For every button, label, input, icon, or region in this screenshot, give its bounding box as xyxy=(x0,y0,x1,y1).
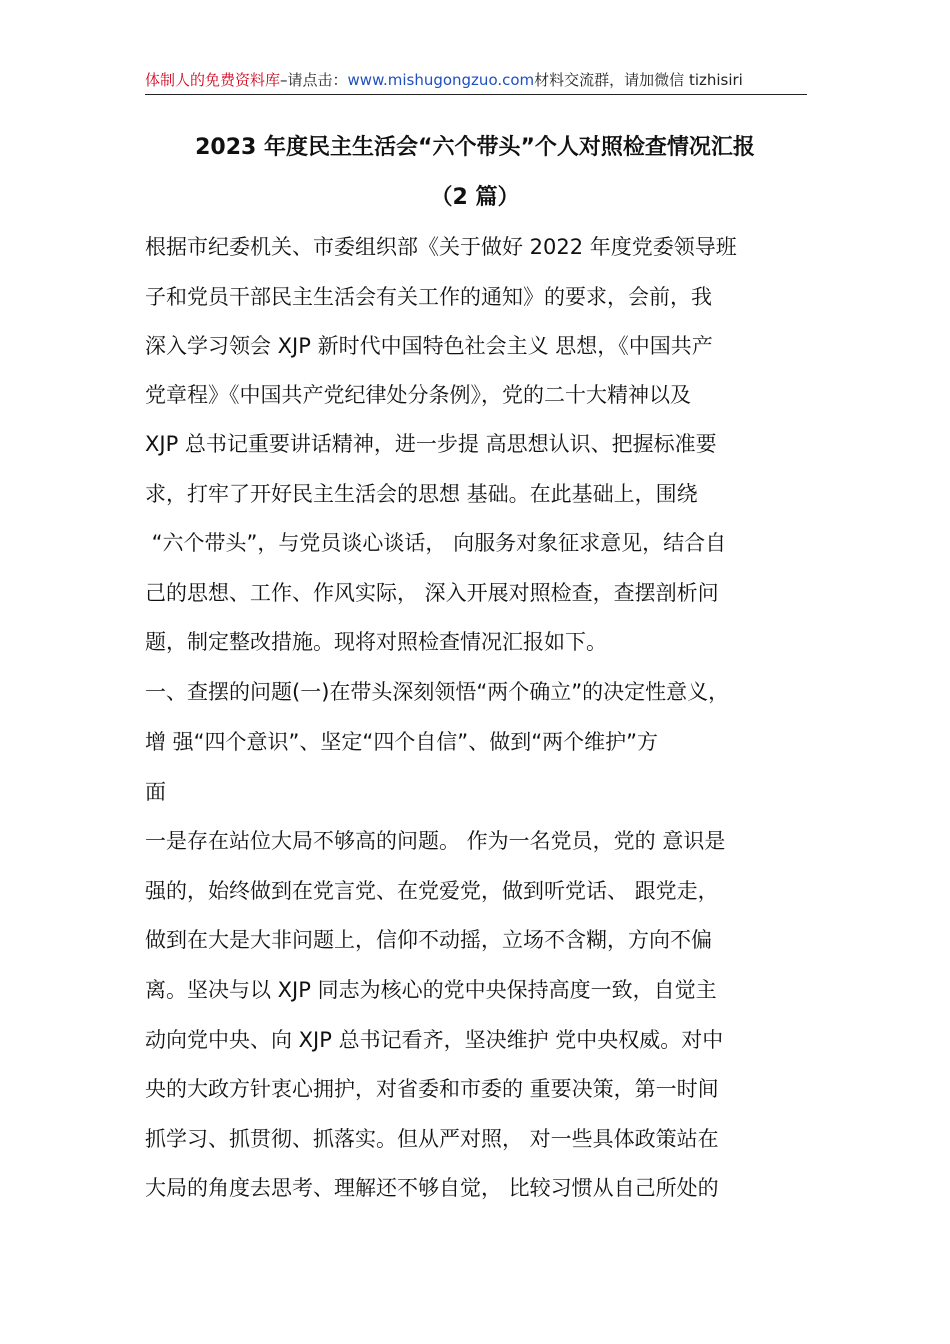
body-line: XJP 总书记重要讲话精神，进一步提 高思想认识、把握标准要 xyxy=(145,432,717,456)
header-url-link[interactable]: www.mishugongzuo.com xyxy=(347,71,535,89)
body-line: 抓学习、抓贯彻、抓落实。但从严对照， 对一些具体政策站在 xyxy=(145,1127,719,1151)
body-line: 做到在大是大非问题上，信仰不动摇，立场不含糊，方向不偏 xyxy=(145,928,712,952)
body-line: 深入学习领会 XJP 新时代中国特色社会主义 思想，《中国共产 xyxy=(145,334,713,358)
header-brand: 体制人的免费资料库 xyxy=(145,71,281,89)
body-line: 根据市纪委机关、市委组织部《关于做好 2022 年度党委领导班 xyxy=(145,235,737,259)
section-heading: 增 强“四个意识”、坚定“四个自信”、做到“两个维护”方 xyxy=(145,730,658,754)
body-line: 动向党中央、向 XJP 总书记看齐，坚决维护 党中央权威。对中 xyxy=(145,1028,724,1052)
document-subtitle: （2 篇） xyxy=(430,185,520,210)
header-prompt: –请点击： xyxy=(280,71,348,89)
body-line: 大局的角度去思考、理解还不够自觉， 比较习惯从自己所处的 xyxy=(145,1176,719,1200)
body-line: 求，打牢了开好民主生活会的思想 基础。在此基础上，围绕 xyxy=(145,482,698,506)
body-line: 题，制定整改措施。现将对照检查情况汇报如下。 xyxy=(145,630,607,654)
body-line: 强的，始终做到在党言党、在党爱党，做到听党话、 跟党走， xyxy=(145,879,719,903)
header-note: 材料交流群，请加微信 tizhisiri xyxy=(534,71,743,89)
body-line: “六个带头”，与党员谈心谈话， 向服务对象征求意见，结合自 xyxy=(145,531,727,555)
document-title: 2023 年度民主生活会“六个带头”个人对照检查情况汇报 xyxy=(195,135,755,160)
section-heading: 面 xyxy=(145,780,166,804)
body-line: 央的大政方针衷心拥护，对省委和市委的 重要决策，第一时间 xyxy=(145,1077,719,1101)
page-header xyxy=(145,68,807,95)
body-line: 一是存在站位大局不够高的问题。 作为一名党员，党的 意识是 xyxy=(145,829,726,853)
body-line: 党章程》《中国共产党纪律处分条例》，党的二十大精神以及 xyxy=(145,383,691,407)
body-line: 己的思想、工作、作风实际， 深入开展对照检查，查摆剖析问 xyxy=(145,581,719,605)
section-heading: 一、查摆的问题(一)在带头深刻领悟“两个确立”的决定性意义， xyxy=(145,680,730,704)
body-line: 离。坚决与以 XJP 同志为核心的党中央保持高度一致，自觉主 xyxy=(145,978,717,1002)
body-line: 子和党员干部民主生活会有关工作的通知》的要求，会前，我 xyxy=(145,285,712,309)
